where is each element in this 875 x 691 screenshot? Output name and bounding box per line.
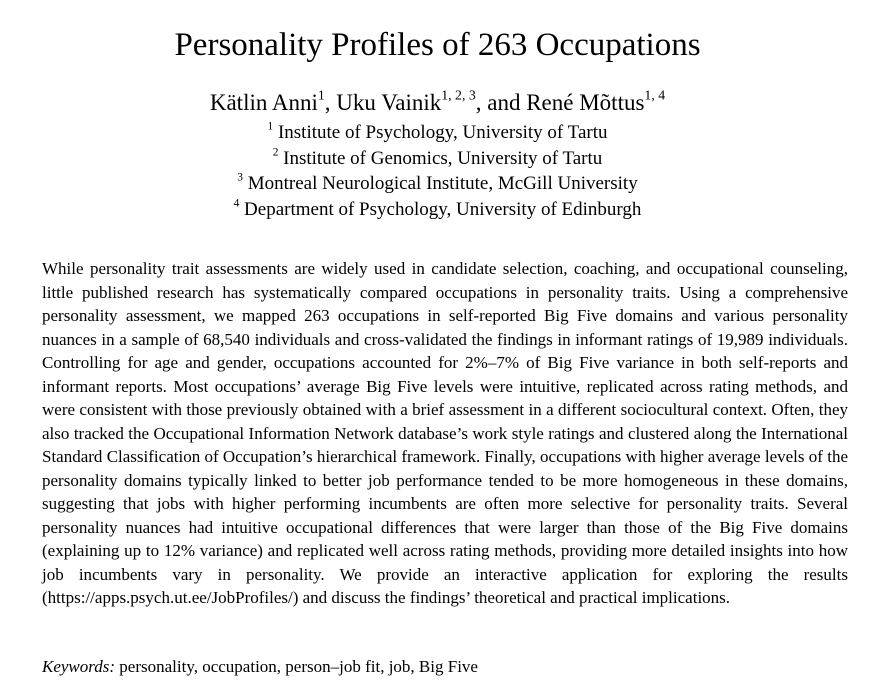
affiliation-number: 3 [237,171,243,184]
affiliation-text: Montreal Neurological Institute, McGill University [247,173,638,194]
affiliation-number: 1 [267,120,274,133]
affiliation-text: Department of Psychology, University of Edinburgh [244,198,642,220]
affiliation-list [0,120,875,222]
author-name: René Mõttus [526,90,645,115]
paper-title: Personality Profiles of 263 Occupations [174,27,701,63]
keywords-text: personality, occupation, person–job fit, job, Big Five [119,657,478,676]
affiliation-number: 4 [233,196,240,209]
affiliation-line [0,171,875,197]
author-list [0,89,875,117]
affiliation-line [0,146,875,172]
affiliation-text: Institute of Psychology, University of Tartu [277,122,608,143]
author-separator: , and [475,90,527,115]
affiliation-line [0,120,875,146]
author-name: Kätlin Anni [209,90,318,115]
affiliation-line [0,197,875,223]
affiliation-number: 2 [272,145,279,158]
affiliation-text: Institute of Genomics, University of Tartu [283,147,603,169]
author-separator: , [324,90,337,115]
abstract-text: While personality trait assessments are widely used in candidate selection, coaching, and occupational counseling, little published research has systematically compared occupations in personality traits. Using a comprehensive personality assessment, we mapped 263 occupations in self-reported Big Five domains and various personality nuances in a sample of 68,540 individuals and cross-validated the findings in informant ratings of 19,989 individuals. Controlling for age and gender, occupations accounted for 2%–7% of Big Five variance in both self-reports and informant reports. Most occupations’ average Big Five levels were intuitive, replicated across rating methods, and were consistent with those previously obtained with a brief assessment in a different sociocultural context. Often, they also tracked the Occupational Information Network database’s work style ratings and clustered along the International Standard Classification of Occupation’s hierarchical framework. Finally, occupations with higher average levels of the personality domains typically linked to better job performance tended to be more homogeneous in these domains, suggesting that jobs with higher performing incumbents are often more selective for personality traits. Several personality nuances had intuitive occupational differences that were larger than those of the Big Five domains (explaining up to 12% variance) and replicated well across rating methods, providing more detailed insights into how job incumbents vary in personality. We provide an interactive application for exploring the results (https://apps.psych.ut.ee/JobProfiles/) and discuss the findings’ theoretical and practical implications. [42,259,848,607]
keywords-line [42,655,848,678]
keywords-label: Keywords: [42,657,116,676]
author-affiliation-mark: 1 [317,87,325,103]
author-affiliation-mark: 1, 2, 3 [441,87,476,103]
author-affiliation-mark: 1, 4 [644,87,666,103]
author-name: Uku Vainik [336,90,442,115]
